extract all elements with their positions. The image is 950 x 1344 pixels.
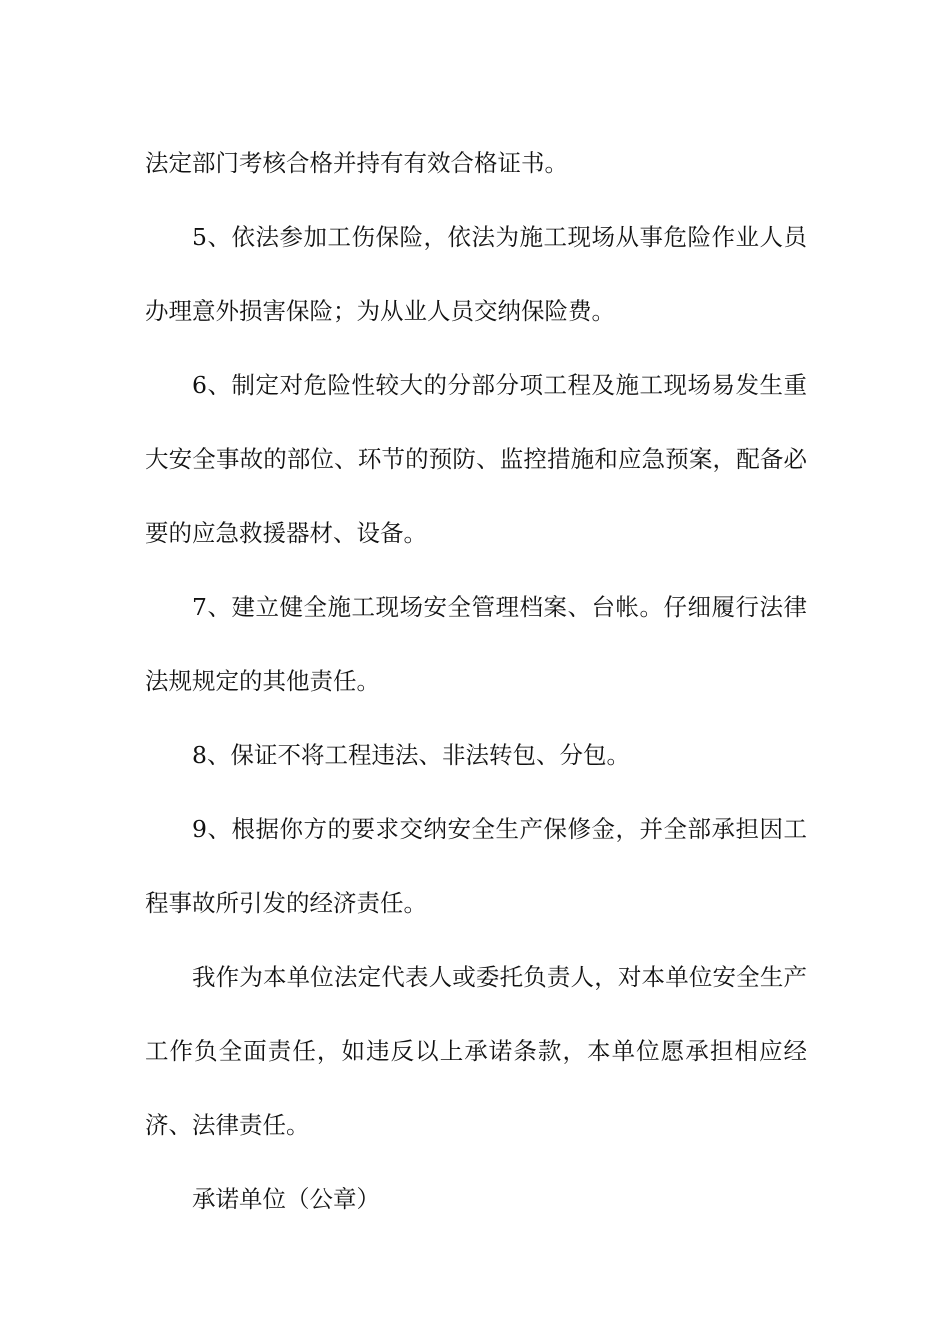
paragraph-item-8: 8、保证不将工程违法、非法转包、分包。 [192,741,630,769]
paragraph-item-7: 7、建立健全施工现场安全管理档案、台帐。仔细履行法律法规规定的其他责任。 [145,593,807,695]
paragraph-item-9: 9、根据你方的要求交纳安全生产保修金，并全部承担因工程事故所引发的经济责任。 [145,815,807,917]
paragraph-continuation: 法定部门考核合格并持有有效合格证书。 [145,149,568,177]
paragraph-item-5: 5、依法参加工伤保险，依法为施工现场从事危险作业人员办理意外损害保险；为从业人员交纳保险费。 [145,223,807,325]
paragraph-declaration: 我作为本单位法定代表人或委托负责人，对本单位安全生产工作负全面责任，如违反以上承诺条款，本单位愿承担相应经济、法律责任。 [145,963,807,1139]
document-body [145,126,807,1236]
paragraph-item-6: 6、制定对危险性较大的分部分项工程及施工现场易发生重大安全事故的部位、环节的预防、监控措施和应急预案，配备必要的应急救援器材、设备。 [145,371,807,547]
signature-line: 承诺单位（公章） [192,1185,380,1213]
